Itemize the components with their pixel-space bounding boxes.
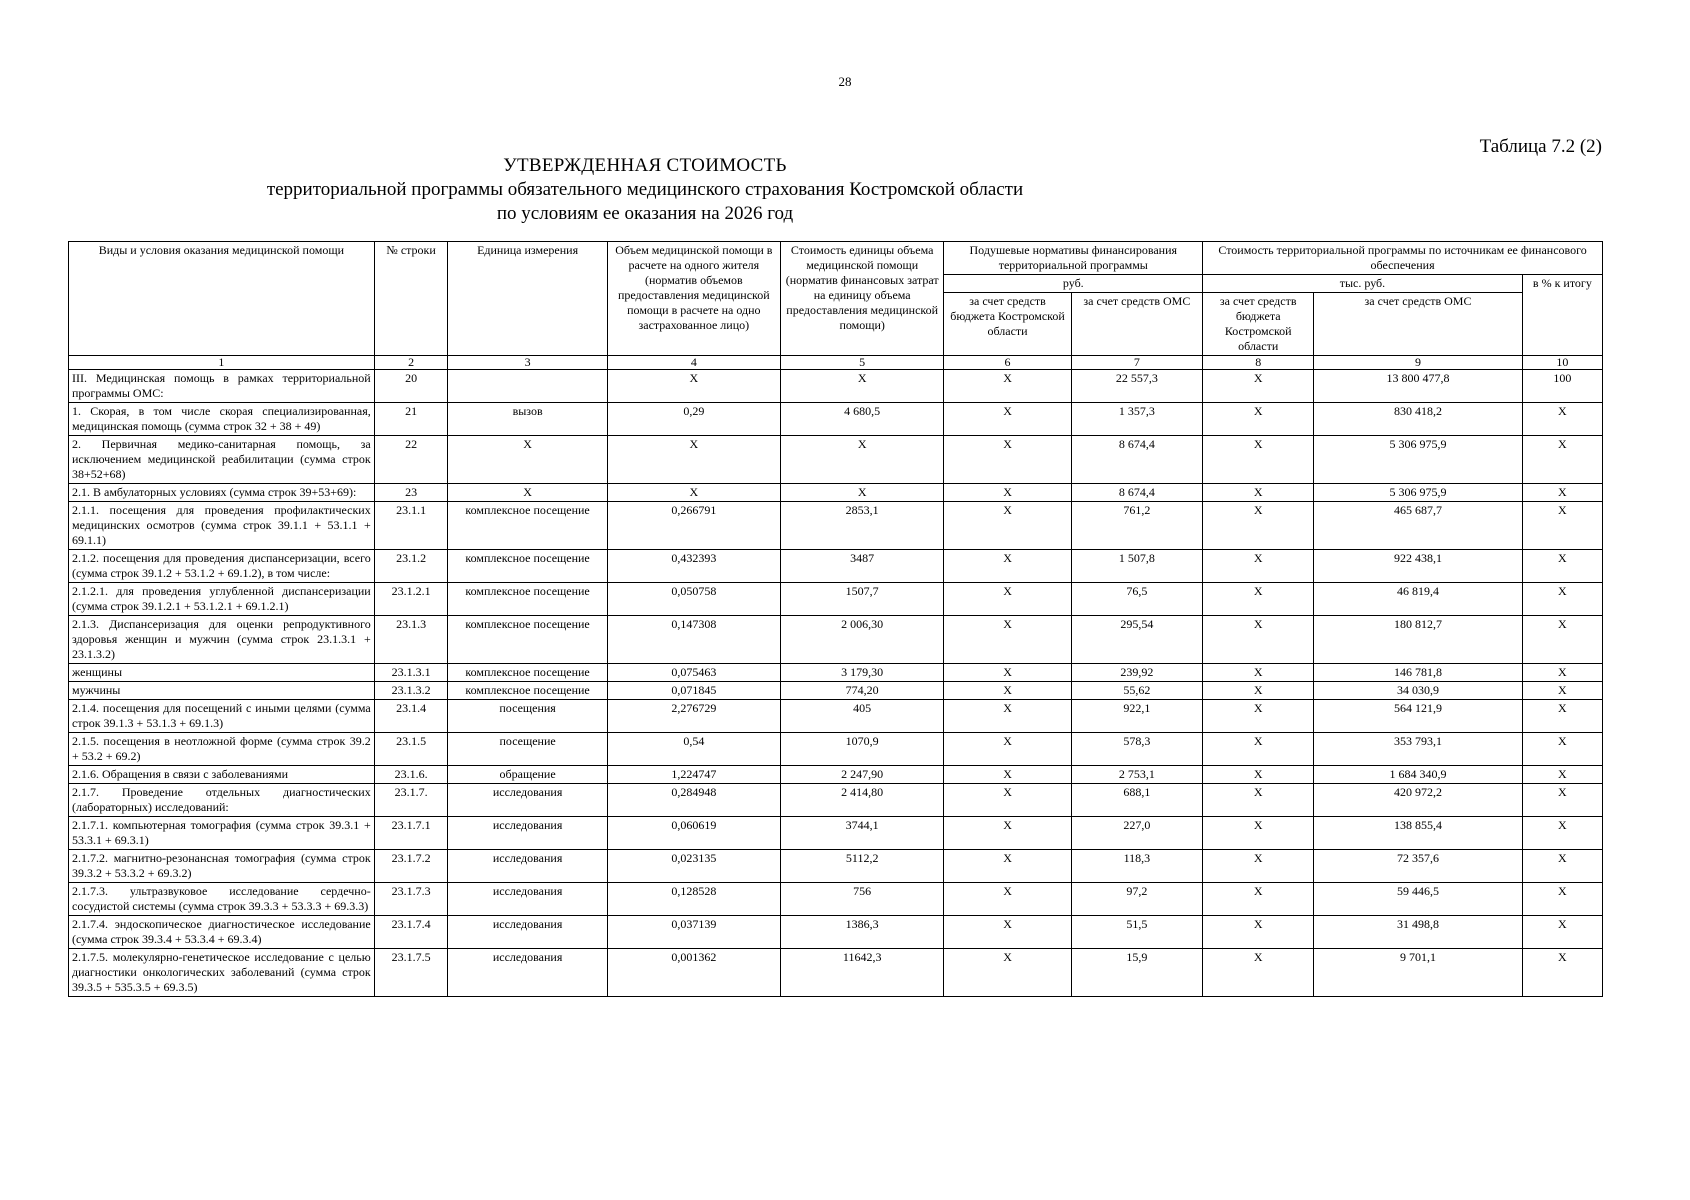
- row-norm-oms: 761,2: [1071, 502, 1202, 550]
- row-unit-cost: 774,20: [780, 682, 944, 700]
- row-name: 2.1.2.1. для проведения углубленной диспансеризации (сумма строк 39.1.2.1 + 53.1.2.1 + 69.1.2.1): [69, 583, 375, 616]
- row-norm-budget: X: [944, 436, 1071, 484]
- header-kind: Виды и условия оказания медицинской помощи: [69, 242, 375, 356]
- row-total-budget: X: [1203, 817, 1314, 850]
- row-volume: 0,023135: [607, 850, 780, 883]
- row-norm-budget: X: [944, 733, 1071, 766]
- row-number: 23.1.7.4: [374, 916, 448, 949]
- row-norm-oms: 15,9: [1071, 949, 1202, 997]
- row-number: 21: [374, 403, 448, 436]
- row-norm-budget: X: [944, 784, 1071, 817]
- row-number: 20: [374, 370, 448, 403]
- table-row: [69, 784, 1603, 817]
- row-norm-budget: X: [944, 502, 1071, 550]
- row-percent: X: [1522, 949, 1602, 997]
- title-block: [100, 154, 1190, 226]
- row-total-budget: X: [1203, 583, 1314, 616]
- table-body: [69, 370, 1603, 997]
- row-volume: 0,001362: [607, 949, 780, 997]
- row-unit: исследования: [448, 784, 607, 817]
- row-norm-budget: X: [944, 664, 1071, 682]
- row-total-oms: 146 781,8: [1314, 664, 1522, 682]
- row-volume: 0,266791: [607, 502, 780, 550]
- row-percent: X: [1522, 883, 1602, 916]
- row-percent: X: [1522, 616, 1602, 664]
- column-number-row: [69, 356, 1603, 370]
- row-number: 23.1.4: [374, 700, 448, 733]
- table-label: Таблица 7.2 (2): [1479, 136, 1602, 157]
- table-row: [69, 502, 1603, 550]
- table-row: [69, 370, 1603, 403]
- row-volume: 0,071845: [607, 682, 780, 700]
- row-norm-oms: 688,1: [1071, 784, 1202, 817]
- row-norm-budget: X: [944, 550, 1071, 583]
- row-volume: X: [607, 484, 780, 502]
- row-unit: комплексное посещение: [448, 682, 607, 700]
- row-total-budget: X: [1203, 733, 1314, 766]
- row-total-budget: X: [1203, 550, 1314, 583]
- row-name: 1. Скорая, в том числе скорая специализированная, медицинская помощь (сумма строк 32 + 38 + 49): [69, 403, 375, 436]
- row-unit: исследования: [448, 949, 607, 997]
- row-unit-cost: X: [780, 370, 944, 403]
- row-number: 22: [374, 436, 448, 484]
- row-name: 2.1.1. посещения для проведения профилактических медицинских осмотров (сумма строк 39.1.1 + 53.1.1 + 69.1.1): [69, 502, 375, 550]
- row-name: 2.1.7.1. компьютерная томография (сумма строк 39.3.1 + 53.3.1 + 69.3.1): [69, 817, 375, 850]
- row-volume: X: [607, 370, 780, 403]
- row-name: 2.1. В амбулаторных условиях (сумма строк 39+53+69):: [69, 484, 375, 502]
- page-number: 28: [838, 74, 852, 89]
- row-number: 23.1.2: [374, 550, 448, 583]
- row-unit-cost: 2853,1: [780, 502, 944, 550]
- row-total-budget: X: [1203, 403, 1314, 436]
- row-norm-budget: X: [944, 883, 1071, 916]
- table-row: [69, 682, 1603, 700]
- row-unit: обращение: [448, 766, 607, 784]
- table-row: [69, 436, 1603, 484]
- row-volume: 0,128528: [607, 883, 780, 916]
- row-name: 2.1.7.3. ультразвуковое исследование сердечно-сосудистой системы (сумма строк 39.3.3 + 53.3.3 + 69.3.3): [69, 883, 375, 916]
- row-number: 23.1.7.5: [374, 949, 448, 997]
- row-total-budget: X: [1203, 883, 1314, 916]
- row-percent: X: [1522, 583, 1602, 616]
- row-total-oms: 5 306 975,9: [1314, 484, 1522, 502]
- row-unit-cost: 11642,3: [780, 949, 944, 997]
- row-unit-cost: 1070,9: [780, 733, 944, 766]
- row-total-budget: X: [1203, 916, 1314, 949]
- row-percent: X: [1522, 682, 1602, 700]
- row-unit: комплексное посещение: [448, 616, 607, 664]
- row-name: женщины: [69, 664, 375, 682]
- row-norm-budget: X: [944, 616, 1071, 664]
- row-total-oms: 9 701,1: [1314, 949, 1522, 997]
- column-number: 3: [448, 356, 607, 370]
- row-volume: 0,284948: [607, 784, 780, 817]
- row-percent: 100: [1522, 370, 1602, 403]
- table-row: [69, 817, 1603, 850]
- row-name: 2.1.7.2. магнитно-резонансная томография (сумма строк 39.3.2 + 53.3.2 + 69.3.2): [69, 850, 375, 883]
- row-norm-oms: 55,62: [1071, 682, 1202, 700]
- row-norm-oms: 22 557,3: [1071, 370, 1202, 403]
- title-line-2: территориальной программы обязательного медицинского страхования Костромской области: [266, 179, 1024, 200]
- row-total-oms: 31 498,8: [1314, 916, 1522, 949]
- row-total-budget: X: [1203, 484, 1314, 502]
- row-total-oms: 72 357,6: [1314, 850, 1522, 883]
- row-total-oms: 13 800 477,8: [1314, 370, 1522, 403]
- header-unit-cost: Стоимость единицы объема медицинской помощи (норматив финансовых затрат на единицу объема предоставления медицинской помощи): [780, 242, 944, 356]
- row-percent: X: [1522, 766, 1602, 784]
- row-total-oms: 180 812,7: [1314, 616, 1522, 664]
- row-norm-oms: 922,1: [1071, 700, 1202, 733]
- row-norm-budget: X: [944, 850, 1071, 883]
- row-number: 23.1.3: [374, 616, 448, 664]
- row-unit-cost: X: [780, 484, 944, 502]
- row-name: 2.1.7.4. эндоскопическое диагностическое исследование (сумма строк 39.3.4 + 53.3.4 + 69.3.4): [69, 916, 375, 949]
- row-number: 23.1.7.2: [374, 850, 448, 883]
- row-unit-cost: 3744,1: [780, 817, 944, 850]
- row-total-oms: 564 121,9: [1314, 700, 1522, 733]
- table-row: [69, 916, 1603, 949]
- header-program-cost: Стоимость территориальной программы по источникам ее финансового обеспечения: [1203, 242, 1603, 275]
- row-unit: X: [448, 484, 607, 502]
- row-norm-budget: X: [944, 370, 1071, 403]
- row-total-budget: X: [1203, 616, 1314, 664]
- row-norm-budget: X: [944, 700, 1071, 733]
- row-percent: X: [1522, 664, 1602, 682]
- row-norm-budget: X: [944, 583, 1071, 616]
- row-norm-oms: 1 507,8: [1071, 550, 1202, 583]
- row-norm-oms: 227,0: [1071, 817, 1202, 850]
- row-name: 2. Первичная медико-санитарная помощь, за исключением медицинской реабилитации (сумма строк 38+52+68): [69, 436, 375, 484]
- row-volume: 0,060619: [607, 817, 780, 850]
- row-name: 2.1.4. посещения для посещений с иными целями (сумма строк 39.1.3 + 53.1.3 + 69.1.3): [69, 700, 375, 733]
- title-line-3: по условиям ее оказания на 2026 год: [496, 203, 794, 224]
- row-name: 2.1.6. Обращения в связи с заболеваниями: [69, 766, 375, 784]
- row-volume: 0,037139: [607, 916, 780, 949]
- header-total-oms: за счет средств ОМС: [1314, 293, 1522, 356]
- row-total-oms: 34 030,9: [1314, 682, 1522, 700]
- row-total-budget: X: [1203, 949, 1314, 997]
- row-unit: вызов: [448, 403, 607, 436]
- row-unit: комплексное посещение: [448, 583, 607, 616]
- row-total-oms: 922 438,1: [1314, 550, 1522, 583]
- column-number: 4: [607, 356, 780, 370]
- row-percent: X: [1522, 502, 1602, 550]
- row-unit: исследования: [448, 850, 607, 883]
- column-number: 2: [374, 356, 448, 370]
- column-number: 10: [1522, 356, 1602, 370]
- row-norm-oms: 578,3: [1071, 733, 1202, 766]
- title-line-1: УТВЕРЖДЕННАЯ СТОИМОСТЬ: [503, 155, 787, 176]
- row-percent: X: [1522, 916, 1602, 949]
- row-volume: 0,29: [607, 403, 780, 436]
- header-total-budget: за счет средств бюджета Костромской области: [1203, 293, 1314, 356]
- row-total-oms: 46 819,4: [1314, 583, 1522, 616]
- row-name: 2.1.7.5. молекулярно-генетическое исследование с целью диагностики онкологических заболеваний (сумма строк 39.3.5 + 535.3.5 + 69.3.5): [69, 949, 375, 997]
- table-row: [69, 583, 1603, 616]
- row-unit-cost: 756: [780, 883, 944, 916]
- row-unit-cost: 2 414,80: [780, 784, 944, 817]
- row-norm-oms: 51,5: [1071, 916, 1202, 949]
- row-total-oms: 353 793,1: [1314, 733, 1522, 766]
- row-unit-cost: 3487: [780, 550, 944, 583]
- row-number: 23.1.7.1: [374, 817, 448, 850]
- row-number: 23.1.6.: [374, 766, 448, 784]
- row-number: 23: [374, 484, 448, 502]
- row-total-oms: 465 687,7: [1314, 502, 1522, 550]
- row-volume: 0,147308: [607, 616, 780, 664]
- row-norm-oms: 76,5: [1071, 583, 1202, 616]
- row-total-budget: X: [1203, 436, 1314, 484]
- row-unit-cost: 3 179,30: [780, 664, 944, 682]
- row-volume: 2,276729: [607, 700, 780, 733]
- row-total-oms: 1 684 340,9: [1314, 766, 1522, 784]
- row-total-budget: X: [1203, 850, 1314, 883]
- row-percent: X: [1522, 700, 1602, 733]
- row-total-oms: 59 446,5: [1314, 883, 1522, 916]
- row-norm-budget: X: [944, 403, 1071, 436]
- row-percent: X: [1522, 733, 1602, 766]
- row-norm-budget: X: [944, 949, 1071, 997]
- column-number: 9: [1314, 356, 1522, 370]
- table-row: [69, 484, 1603, 502]
- row-unit: X: [448, 436, 607, 484]
- row-unit-cost: 4 680,5: [780, 403, 944, 436]
- row-percent: X: [1522, 850, 1602, 883]
- row-norm-budget: X: [944, 484, 1071, 502]
- row-number: 23.1.3.2: [374, 682, 448, 700]
- row-norm-budget: X: [944, 817, 1071, 850]
- row-unit-cost: 405: [780, 700, 944, 733]
- row-norm-oms: 239,92: [1071, 664, 1202, 682]
- header-percent: в % к итогу: [1522, 275, 1602, 356]
- row-unit: [448, 370, 607, 403]
- table-row: [69, 850, 1603, 883]
- table-row: [69, 949, 1603, 997]
- row-norm-oms: 97,2: [1071, 883, 1202, 916]
- row-norm-budget: X: [944, 682, 1071, 700]
- table-row: [69, 550, 1603, 583]
- row-total-budget: X: [1203, 700, 1314, 733]
- column-number: 6: [944, 356, 1071, 370]
- row-unit: комплексное посещение: [448, 664, 607, 682]
- row-percent: X: [1522, 817, 1602, 850]
- row-unit: исследования: [448, 916, 607, 949]
- row-percent: X: [1522, 550, 1602, 583]
- header-per-capita-norms: Подушевые нормативы финансирования территориальной программы: [944, 242, 1203, 275]
- row-percent: X: [1522, 403, 1602, 436]
- row-unit: посещение: [448, 733, 607, 766]
- row-norm-oms: 2 753,1: [1071, 766, 1202, 784]
- row-unit: исследования: [448, 817, 607, 850]
- row-unit-cost: 2 006,30: [780, 616, 944, 664]
- row-unit: исследования: [448, 883, 607, 916]
- row-norm-budget: X: [944, 766, 1071, 784]
- row-norm-oms: 118,3: [1071, 850, 1202, 883]
- row-norm-oms: 1 357,3: [1071, 403, 1202, 436]
- row-unit-cost: 2 247,90: [780, 766, 944, 784]
- table-row: [69, 883, 1603, 916]
- row-norm-oms: 8 674,4: [1071, 484, 1202, 502]
- row-total-oms: 420 972,2: [1314, 784, 1522, 817]
- row-number: 23.1.7.: [374, 784, 448, 817]
- row-norm-oms: 8 674,4: [1071, 436, 1202, 484]
- row-total-budget: X: [1203, 784, 1314, 817]
- table-header: [69, 242, 1603, 370]
- table-row: [69, 616, 1603, 664]
- row-unit: комплексное посещение: [448, 502, 607, 550]
- column-number: 8: [1203, 356, 1314, 370]
- row-volume: 1,224747: [607, 766, 780, 784]
- row-norm-oms: 295,54: [1071, 616, 1202, 664]
- row-name: 2.1.2. посещения для проведения диспансеризации, всего (сумма строк 39.1.2 + 53.1.2 + 69.1.2), в том числе:: [69, 550, 375, 583]
- row-percent: X: [1522, 436, 1602, 484]
- header-unit: Единица измерения: [448, 242, 607, 356]
- header-thous-rub: тыс. руб.: [1203, 275, 1523, 293]
- row-volume: 0,54: [607, 733, 780, 766]
- row-number: 23.1.2.1: [374, 583, 448, 616]
- row-total-oms: 830 418,2: [1314, 403, 1522, 436]
- row-total-budget: X: [1203, 682, 1314, 700]
- row-name: мужчины: [69, 682, 375, 700]
- table-row: [69, 733, 1603, 766]
- header-norm-oms: за счет средств ОМС: [1071, 293, 1202, 356]
- table-row: [69, 700, 1603, 733]
- row-unit-cost: X: [780, 436, 944, 484]
- row-name: 2.1.5. посещения в неотложной форме (сумма строк 39.2 + 53.2 + 69.2): [69, 733, 375, 766]
- row-volume: 0,075463: [607, 664, 780, 682]
- row-name: 2.1.3. Диспансеризация для оценки репродуктивного здоровья женщин и мужчин (сумма строк 23.1.3.1 + 23.1.3.2): [69, 616, 375, 664]
- header-rub: руб.: [944, 275, 1203, 293]
- column-number: 5: [780, 356, 944, 370]
- row-number: 23.1.5: [374, 733, 448, 766]
- header-row-number: № строки: [374, 242, 448, 356]
- table-row: [69, 664, 1603, 682]
- row-total-oms: 138 855,4: [1314, 817, 1522, 850]
- header-norm-budget: за счет средств бюджета Костромской области: [944, 293, 1071, 356]
- row-number: 23.1.7.3: [374, 883, 448, 916]
- row-unit: комплексное посещение: [448, 550, 607, 583]
- table-row: [69, 403, 1603, 436]
- row-name: III. Медицинская помощь в рамках территориальной программы ОМС:: [69, 370, 375, 403]
- row-total-budget: X: [1203, 370, 1314, 403]
- row-total-oms: 5 306 975,9: [1314, 436, 1522, 484]
- column-number: 7: [1071, 356, 1202, 370]
- row-percent: X: [1522, 784, 1602, 817]
- row-total-budget: X: [1203, 502, 1314, 550]
- row-unit-cost: 5112,2: [780, 850, 944, 883]
- row-norm-budget: X: [944, 916, 1071, 949]
- row-total-budget: X: [1203, 664, 1314, 682]
- header-volume: Объем медицинской помощи в расчете на одного жителя (норматив объемов предоставления медицинской помощи в расчете на одно застрахованное лицо): [607, 242, 780, 356]
- row-volume: X: [607, 436, 780, 484]
- row-unit-cost: 1507,7: [780, 583, 944, 616]
- row-volume: 0,432393: [607, 550, 780, 583]
- cost-table: [68, 241, 1603, 997]
- row-unit-cost: 1386,3: [780, 916, 944, 949]
- row-total-budget: X: [1203, 766, 1314, 784]
- row-unit: посещения: [448, 700, 607, 733]
- table-row: [69, 766, 1603, 784]
- row-volume: 0,050758: [607, 583, 780, 616]
- row-percent: X: [1522, 484, 1602, 502]
- row-number: 23.1.3.1: [374, 664, 448, 682]
- column-number: 1: [69, 356, 375, 370]
- row-number: 23.1.1: [374, 502, 448, 550]
- row-name: 2.1.7. Проведение отдельных диагностических (лабораторных) исследований:: [69, 784, 375, 817]
